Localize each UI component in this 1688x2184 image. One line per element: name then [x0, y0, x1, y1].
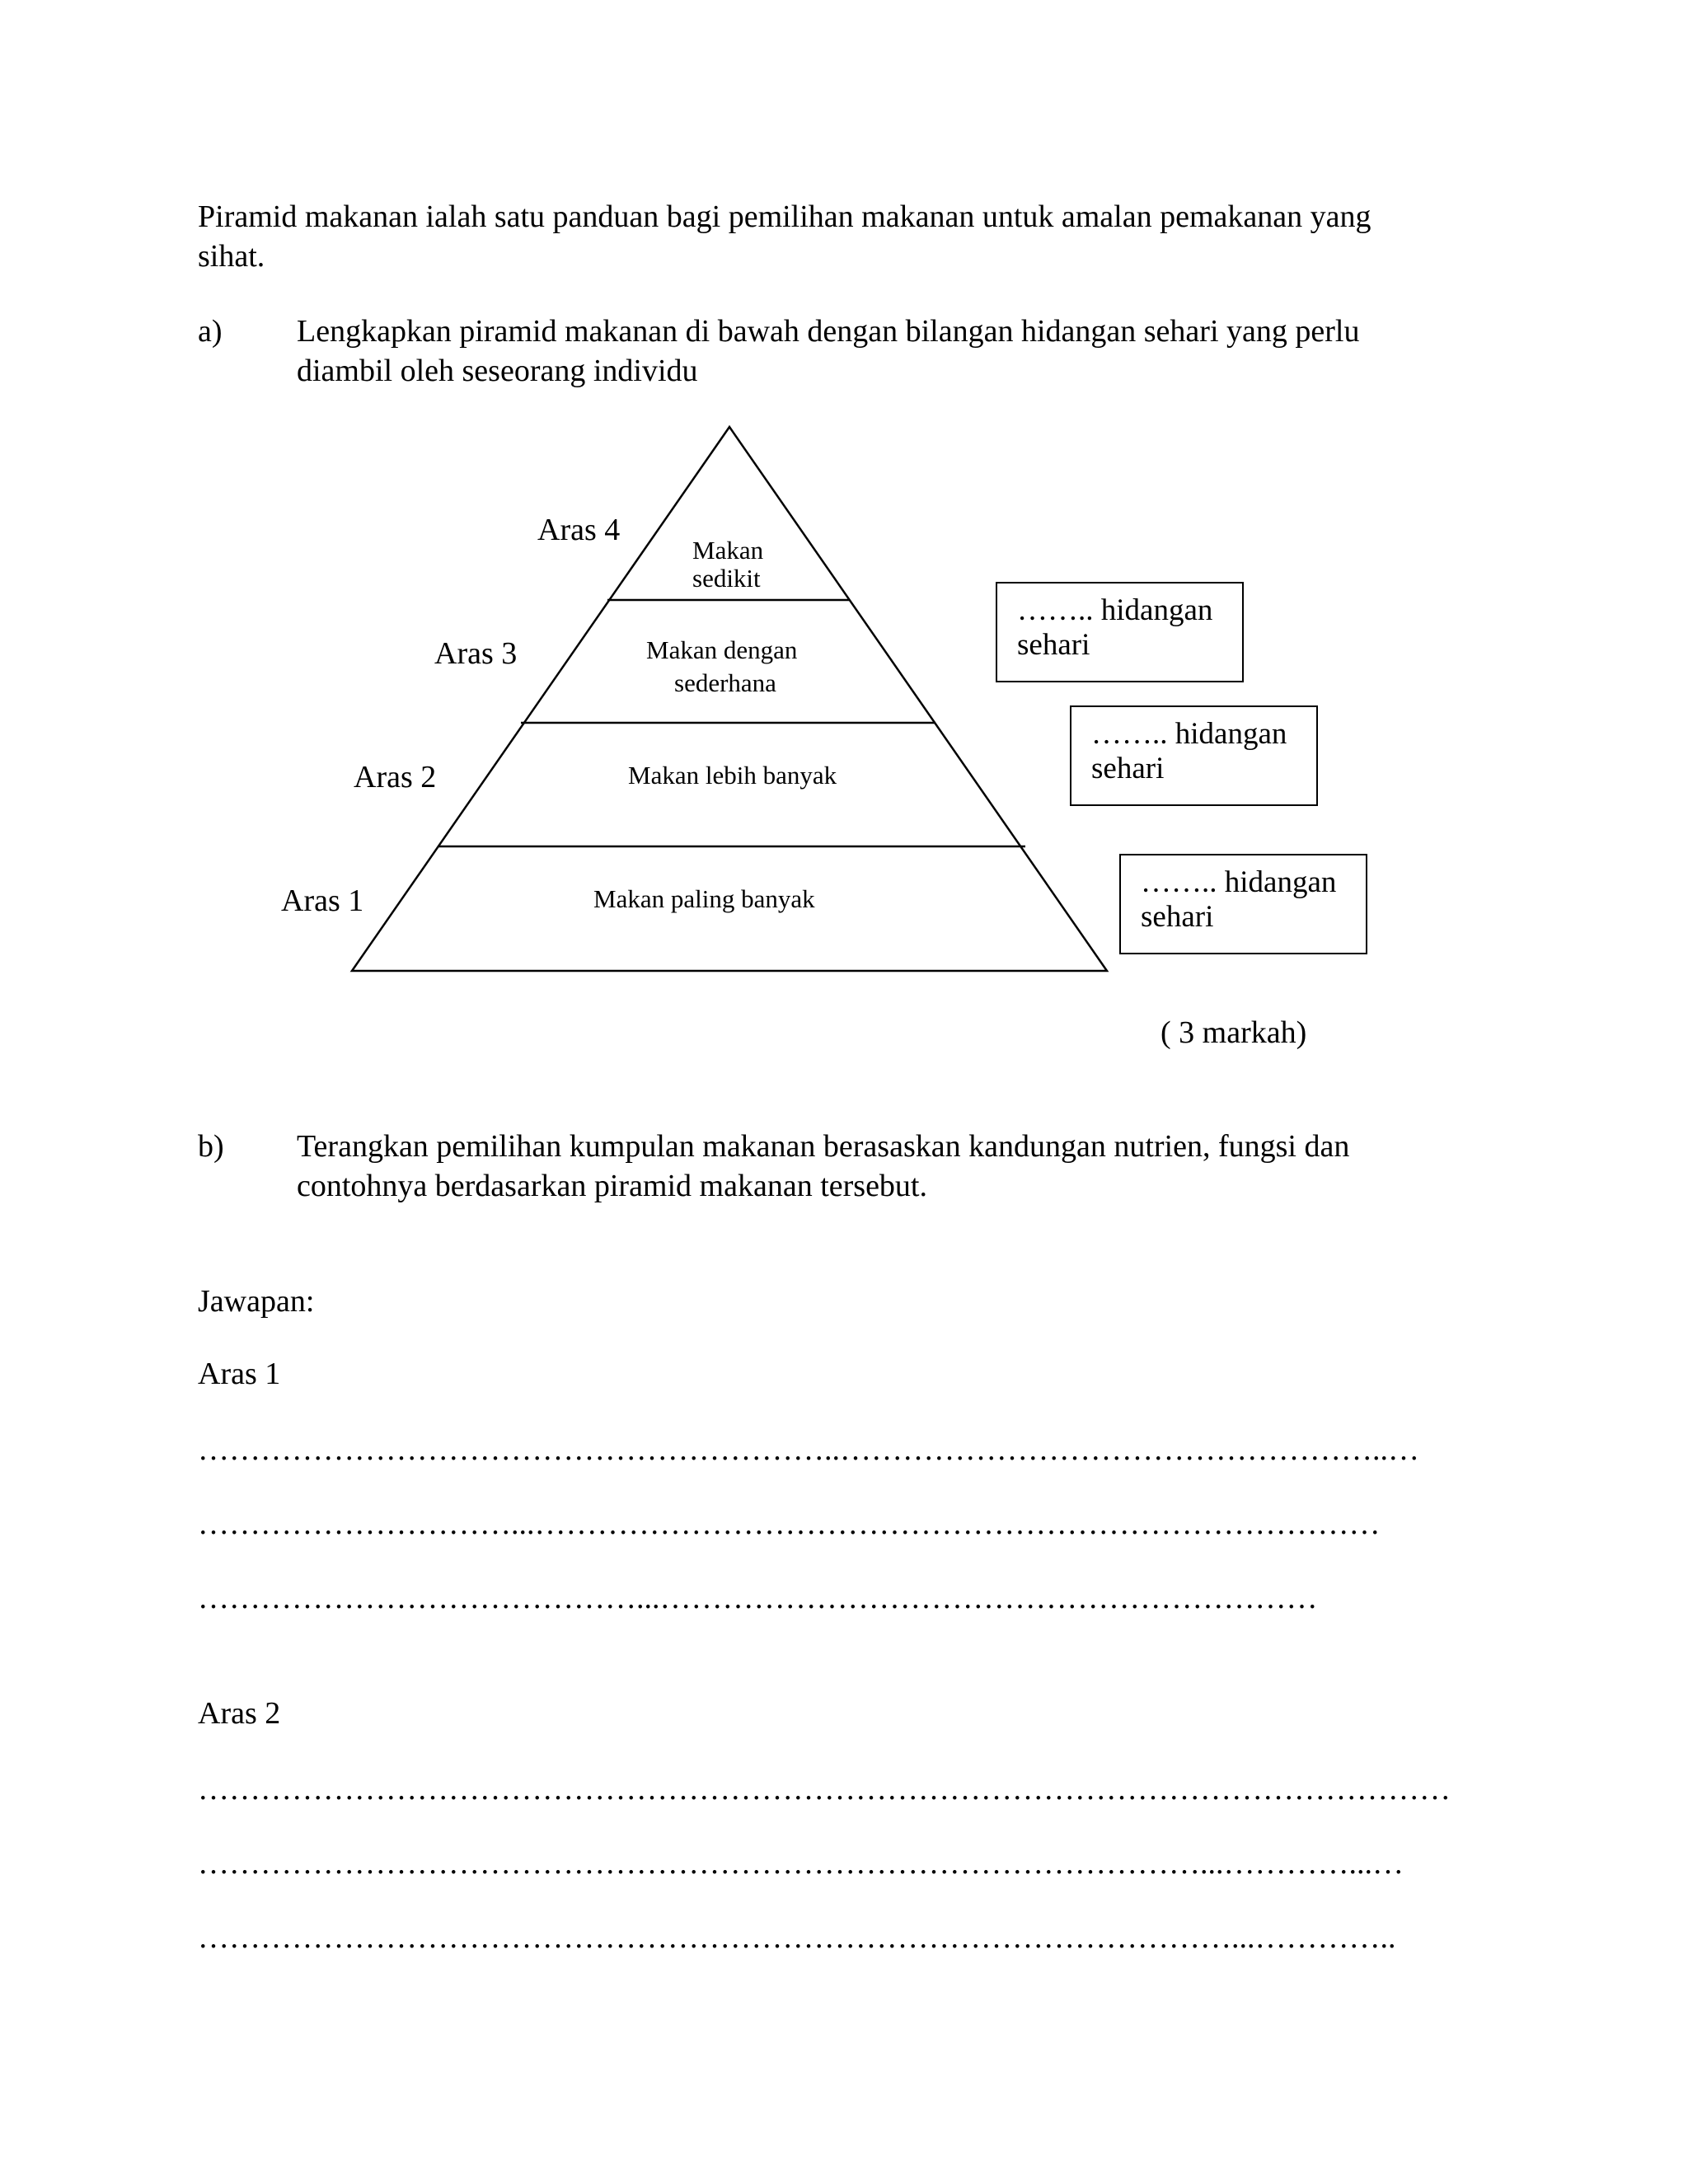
level-4-text-line-2: sedikit	[692, 564, 761, 593]
question-b-line-2: contohnya berdasarkan piramid makanan tersebut.	[297, 1169, 927, 1203]
level-3-text-line-1: Makan dengan	[646, 635, 798, 664]
level-4-text-line-1: Makan	[692, 536, 764, 565]
answer-line-aras-2-2[interactable]: ……………………………………………………………………………………...…………...…	[198, 1848, 1404, 1879]
answer-line-aras-2-3[interactable]: ………………………………………………………………………………………...…………..	[198, 1922, 1396, 1953]
marks-label: ( 3 markah)	[1160, 1015, 1307, 1050]
intro-line-1: Piramid makanan ialah satu panduan bagi pemilihan makanan untuk amalan pemakanan yang	[198, 199, 1372, 234]
answer-heading-aras-2: Aras 2	[198, 1696, 281, 1731]
serving-box-aras-2-line-1: …….. hidangan	[1091, 717, 1287, 751]
level-3-text-line-2: sederhana	[674, 668, 776, 697]
intro-line-2: sihat.	[198, 239, 265, 274]
answer-line-aras-1-1[interactable]: ……………………………………………………..……………………………………………..…	[198, 1434, 1419, 1465]
serving-box-aras-3-line-1: …….. hidangan	[1017, 593, 1213, 627]
serving-box-aras-1[interactable]	[1119, 854, 1367, 954]
level-label-aras-4: Aras 4	[537, 513, 621, 547]
serving-box-aras-2[interactable]	[1070, 705, 1318, 806]
serving-box-aras-2-line-2: sehari	[1091, 752, 1165, 785]
answer-heading-aras-1: Aras 1	[198, 1357, 281, 1391]
answer-line-aras-2-1[interactable]: …………………………………………………………………………………………………………	[198, 1774, 1451, 1805]
serving-box-aras-1-line-2: sehari	[1141, 900, 1214, 934]
question-b-label: b)	[198, 1129, 224, 1164]
answer-line-aras-1-3[interactable]: ……………………………………...………………………………………………………	[198, 1582, 1318, 1614]
question-a-line-2: diambil oleh seseorang individu	[297, 354, 698, 388]
question-b-line-1: Terangkan pemilihan kumpulan makanan berasaskan kandungan nutrien, fungsi dan	[297, 1129, 1350, 1164]
level-2-text: Makan lebih banyak	[628, 761, 837, 790]
question-a-label: a)	[198, 314, 223, 349]
level-1-text: Makan paling banyak	[593, 884, 815, 913]
serving-box-aras-3[interactable]	[996, 582, 1244, 682]
serving-box-aras-3-line-2: sehari	[1017, 628, 1090, 662]
level-label-aras-3: Aras 3	[434, 636, 518, 671]
answer-line-aras-1-2[interactable]: …………………………...………………………………………………………………………	[198, 1508, 1381, 1540]
food-pyramid-diagram	[0, 0, 1688, 1071]
level-label-aras-2: Aras 2	[354, 760, 437, 794]
serving-box-aras-1-line-1: …….. hidangan	[1141, 865, 1337, 899]
level-label-aras-1: Aras 1	[281, 883, 364, 918]
question-a-line-1: Lengkapkan piramid makanan di bawah dengan bilangan hidangan sehari yang perlu	[297, 314, 1360, 349]
answer-label: Jawapan:	[198, 1284, 315, 1319]
